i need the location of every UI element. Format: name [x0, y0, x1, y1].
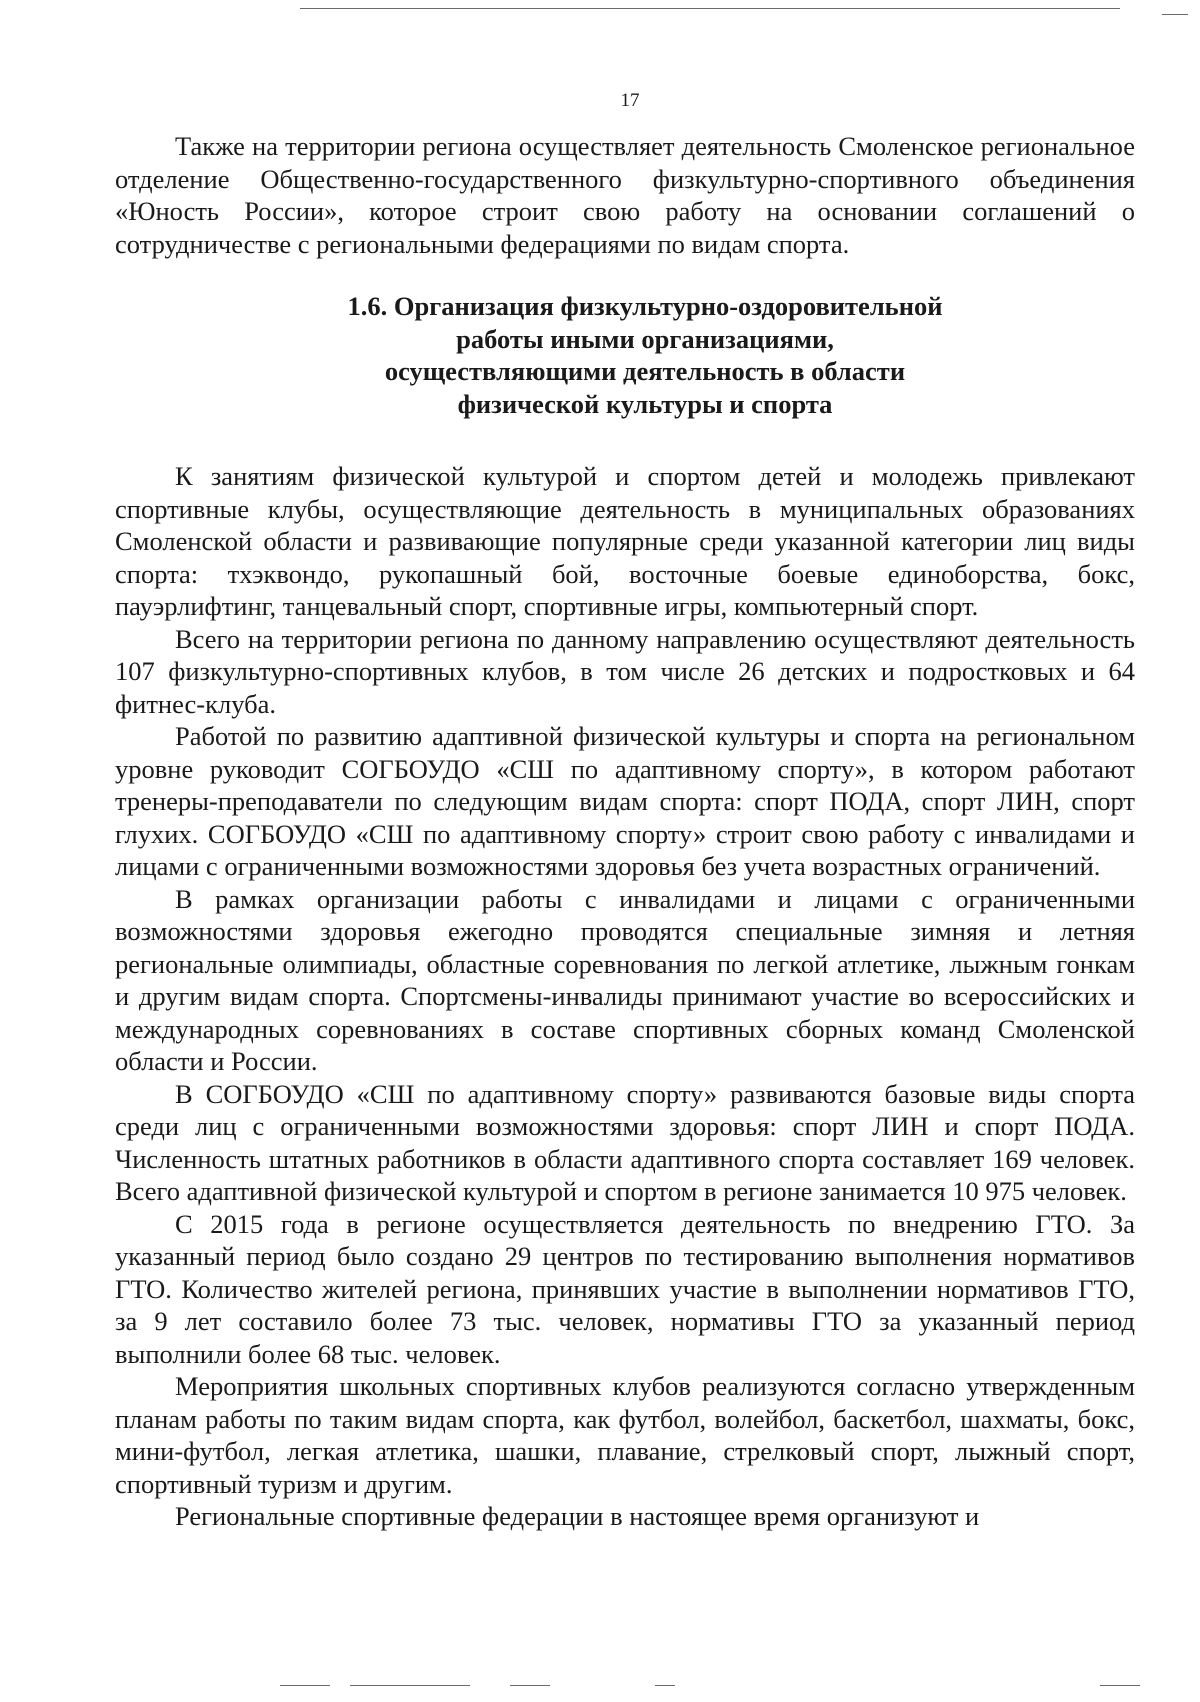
- section-heading-line: физической культуры и спорта: [457, 388, 833, 419]
- section-heading-line: 1.6. Организация физкультурно-оздоровительной: [347, 291, 943, 321]
- page-number: 17: [620, 90, 640, 111]
- scan-edge-top: [300, 8, 1120, 9]
- body-paragraph: К занятиям физической культурой и спортом детей и молодежь привлекают спортивные клубы, осуществляющие деятельность в муниципальных образованиях Смоленской области и развивающие популярные среди указанной категории лиц виды спорта: тхэквондо, рукопашный бой, восточные боевые единоборства, бокс, пауэрлифтинг, танцевальный спорт, спортивные игры, компьютерный спорт.: [115, 461, 1135, 621]
- body-paragraph: Всего на территории региона по данному направлению осуществляют деятельность 107 физкультурно-спортивных клубов, в том числе 26 детских и подростковых и 64 фитнес-клуба.: [115, 623, 1135, 719]
- body-paragraph: Мероприятия школьных спортивных клубов реализуются согласно утвержденным планам работы по таким видам спорта, как футбол, волейбол, баскетбол, шахматы, бокс, мини-футбол, легкая атлетика, шашки, плавание, стрелковый спорт, лыжный спорт, спортивный туризм и другим.: [115, 1371, 1135, 1499]
- intro-paragraph: Также на территории региона осуществляет деятельность Смоленское региональное отделение Общественно-государственного физкультурно-спортивного объединения «Юность России», которое строит свою работу на основании соглашений о сотрудничестве с региональными федерациями по видам спорта.: [115, 131, 1135, 259]
- body-paragraph: В рамках организации работы с инвалидами и лицами с ограниченными возможностями здоровья ежегодно проводятся специальные зимняя и летняя региональные олимпиады, областные соревнования по легкой атлетике, лыжным гонкам и другим видам спорта. Спортсмены-инвалиды принимают участие во всероссийских и международных соревнованиях в составе спортивных сборных команд Смоленской области и России.: [115, 883, 1135, 1076]
- section-heading-line: работы иными организациями,: [456, 323, 834, 354]
- document-page: [115, 90, 1135, 1533]
- body-paragraph: С 2015 года в регионе осуществляется деятельность по внедрению ГТО. За указанный период было создано 29 центров по тестированию выполнения нормативов ГТО. Количество жителей региона, принявших участие в выполнении нормативов ГТО, за 9 лет составило более 73 тыс. человек, нормативы ГТО за указанный период выполнили более 68 тыс. человек.: [115, 1208, 1135, 1369]
- body-paragraph: В СОГБОУДО «СШ по адаптивному спорту» развиваются базовые виды спорта среди лиц с ограниченными возможностями здоровья: спорт ЛИН и спорт ПОДА. Численность штатных работников в области адаптивного спорта составляет 169 человек. Всего адаптивной физической культурой и спортом в регионе занимается 10 975 человек.: [115, 1078, 1135, 1206]
- body-paragraph-continued: Региональные спортивные федерации в настоящее время организуют и: [175, 1501, 980, 1531]
- section-heading: [115, 290, 1135, 420]
- scan-edge-right: [1162, 14, 1188, 15]
- scan-edge-bottom-3: [510, 1685, 550, 1686]
- body-paragraph: Работой по развитию адаптивной физической культуры и спорта на региональном уровне руководит СОГБОУДО «СШ по адаптивному спорту», в котором работают тренеры-преподаватели по следующим видам спорта: спорт ПОДА, спорт ЛИН, спорт глухих. СОГБОУДО «СШ по адаптивному спорту» строит свою работу с инвалидами и лицами с ограниченными возможностями здоровья без учета возрастных ограничений.: [115, 721, 1135, 881]
- scan-edge-bottom-5: [1100, 1685, 1140, 1686]
- section-heading-line: осуществляющими деятельность в области: [384, 356, 906, 386]
- scan-edge-bottom-1: [280, 1685, 330, 1686]
- scan-edge-bottom-4: [655, 1685, 675, 1686]
- scan-edge-bottom-2: [350, 1685, 470, 1686]
